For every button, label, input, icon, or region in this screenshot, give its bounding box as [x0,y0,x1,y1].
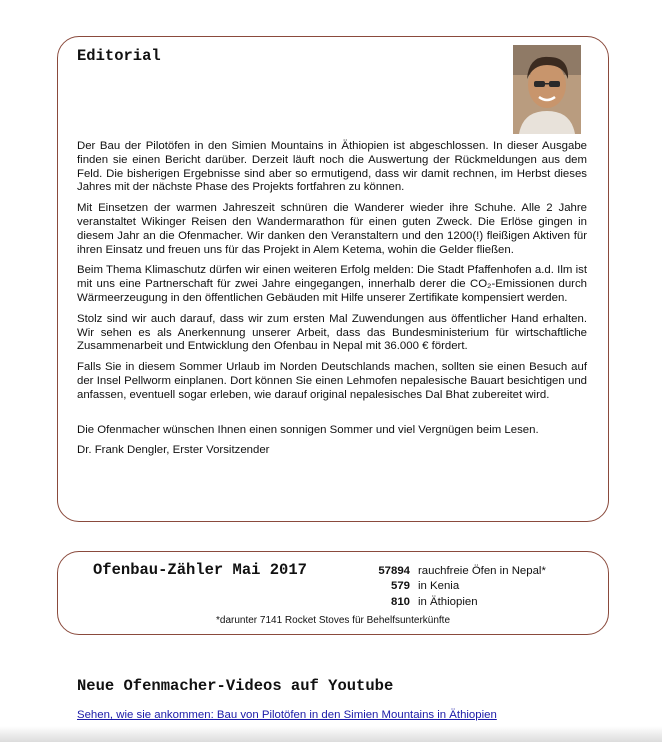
editorial-closing: Die Ofenmacher wünschen Ihnen einen sonnigen Sommer und viel Vergnügen beim Lesen. [77,423,539,436]
video-link[interactable]: Sehen, wie sie ankommen: Bau von Pilotöfen in den Simien Mountains in Äthiopien [77,709,497,721]
counter-number: 579 [390,580,410,593]
counter-label: rauchfreie Öfen in Nepal* [418,564,546,577]
page-bottom-shadow [0,726,662,742]
counter-row-nepal [348,563,598,579]
editorial-box [57,36,609,522]
counter-list [348,563,598,610]
editorial-paragraph: Mit Einsetzen der warmen Jahreszeit schnüren die Wanderer wieder ihre Schuhe. Alle 2 Jahre veranstaltet Wikinger Reisen den Wandermarathon für einen guten Zweck. Die Erlöse gingen in diesem Jahr an die Ofenmacher. Wir danken den Veranstaltern und den 1200(!) fleißigen Aktiven für ihren Einsatz und freuen uns für das Projekt in Alem Ketema, wohin die Gelder fließen. [77,202,587,256]
counter-number: 810 [390,595,410,608]
editorial-paragraph: Stolz sind wir auch darauf, dass wir zum ersten Mal Zuwendungen aus öffentlicher Hand erhalten. Wir sehen es als Anerkennung unserer Arbeit, dass das Bundesministerium für wirtschaftliche Zusammenarbeit und Entwicklung den Ofenbau in Nepal mit 36.000 € fördert. [77,312,587,353]
counter-label: in Kenia [418,580,460,593]
editorial-title: Editorial [77,47,161,65]
editorial-paragraph: Falls Sie in diesem Sommer Urlaub im Norden Deutschlands machen, sollten sie einen Besuch auf der Insel Pellworm einplanen. Dort können Sie einen Lehmofen nepalesische Bauart besichtigen und anfassen, eventuell sogar erleben, wie darauf original nepalesisches Dal Bhat zubereitet wird. [77,361,587,401]
counter-row-kenia [348,579,598,595]
counter-label: in Äthiopien [418,595,478,608]
counter-row-aethiopien [348,594,598,610]
editorial-paragraph: Der Bau der Pilotöfen in den Simien Mountains in Äthiopien ist abgeschlossen. In dieser Ausgabe finden sie einen Bericht darüber. Derzeit läuft noch die Auswertung der Rückmeldungen aus dem Feld. Die bisherigen Ergebnisse sind aber so ermutigend, dass wir damit rechnen, im Herbst dieses Jahres mit der nächste Phase des Projekts fortfahren zu können. [77,140,587,194]
stove-counter-box [57,551,609,635]
counter-title: Ofenbau-Zähler Mai 2017 [93,561,307,579]
videos-heading: Neue Ofenmacher-Videos auf Youtube [77,677,394,695]
counter-number: 57894 [378,564,410,577]
counter-footnote: *darunter 7141 Rocket Stoves für Behelfsunterkünfte [215,615,451,626]
editorial-body [77,140,587,465]
author-portrait-photo [513,45,581,134]
editorial-signature: Dr. Frank Dengler, Erster Vorsitzender [77,444,270,457]
editorial-paragraph: Beim Thema Klimaschutz dürfen wir einen weiteren Erfolg melden: Die Stadt Pfaffenhofen a.d. Ilm ist mit uns eine Partnerschaft für zwei Jahre eingegangen, innerhalb derer die CO₂-Emissionen durch Wärmeerzeugung in den öffentlichen Gebäuden mit Hilfe unserer Zertifikate kompensiert werden. [77,264,587,304]
